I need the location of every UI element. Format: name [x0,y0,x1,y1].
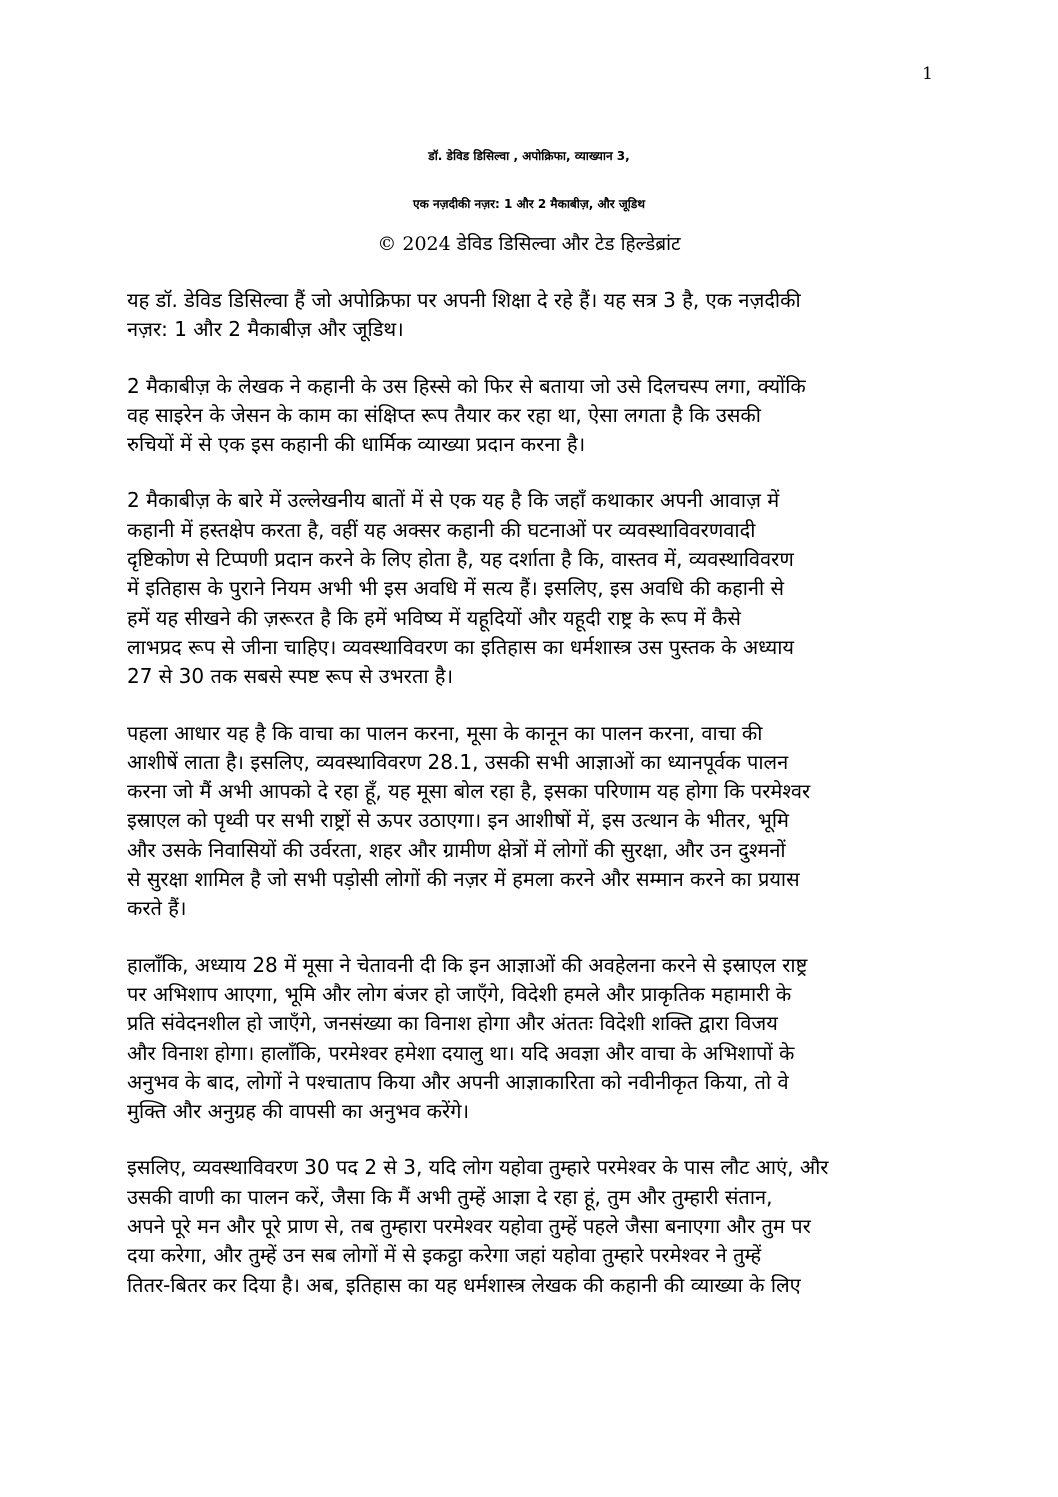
text-line: इस्राएल को पृथ्वी पर सभी राष्ट्रों से ऊपर उठाएगा। इन आशीषों में, इस उत्थान के भीतर, भूमि [127,808,789,833]
document-body [127,286,935,1327]
text-line: 2 मैकाबीज़ के बारे में उल्लेखनीय बातों में से एक यह है कि जहाँ कथाकार अपनी आवाज़ में [127,488,780,513]
text-line: नज़र: 1 और 2 मैकाबीज़ और जूडिथ। [127,317,404,342]
paragraph-5 [127,951,935,1127]
text-line: करते हैं। [127,896,187,921]
text-line: मुक्ति और अनुग्रह की वापसी का अनुभव करेंगे। [127,1099,470,1124]
text-line: हालाँकि, अध्याय 28 में मूसा ने चेतावनी दी कि इन आज्ञाओं की अवहेलना करने से इस्राएल राष्ट्र [127,952,808,977]
text-line: हमें यह सीखने की ज़रूरत है कि हमें भविष्य में यहूदियों और यहूदी राष्ट्र के रूप में कैसे [127,605,741,630]
paragraph-6 [127,1153,935,1299]
copyright-line: © 2024 डेविड डिसिल्वा और टेड हिल्डेब्रांट [377,233,681,255]
title-line-2: एक नज़दीकी नज़र: 1 और 2 मैकाबीज़, और जूडिथ [412,197,645,211]
text-line: से सुरक्षा शामिल है जो सभी पड़ोसी लोगों की नज़र में हमला करने और सम्मान करने का प्रयास [127,867,800,892]
text-line: में इतिहास के पुराने नियम अभी भी इस अवधि में सत्य हैं। इसलिए, इस अवधि की कहानी से [127,576,785,601]
text-line: आशीषें लाता है। इसलिए, व्यवस्थाविवरण 28.1, उसकी सभी आज्ञाओं का ध्यानपूर्वक पालन [127,749,789,774]
text-line: उसकी वाणी का पालन करें, जैसा कि मैं अभी तुम्हें आज्ञा दे रहा हूं, तुम और तुम्हारी संतान, [127,1184,773,1209]
title-line-1: डॉ. डेविड डिसिल्वा , अपोक्रिफा, व्याख्यान 3, [428,149,630,163]
text-line: लाभप्रद रूप से जीना चाहिए। व्यवस्थाविवरण का इतिहास का धर्मशास्त्र उस पुस्तक के अध्याय [127,634,795,659]
text-line: 27 से 30 तक सबसे स्पष्ट रूप से उभरता है। [127,664,454,689]
text-line: पहला आधार यह है कि वाचा का पालन करना, मूसा के कानून का पालन करना, वाचा की [127,720,763,745]
text-line: यह डॉ. डेविड डिसिल्वा हैं जो अपोक्रिफा पर अपनी शिक्षा दे रहे हैं। यह सत्र 3 है, एक नज़दीकी [127,288,801,312]
text-line: पर अभिशाप आएगा, भूमि और लोग बंजर हो जाएँगे, विदेशी हमले और प्राकृतिक महामारी के [127,981,792,1006]
text-line: करना जो मैं अभी आपको दे रहा हूँ, यह मूसा बोल रहा है, इसका परिणाम यह होगा कि परमेश्वर [127,779,811,804]
text-line: प्रति संवेदनशील हो जाएँगे, जनसंख्या का विनाश होगा और अंततः विदेशी शक्ति द्वारा विजय [127,1011,778,1036]
text-line: 2 मैकाबीज़ के लेखक ने कहानी के उस हिस्से को फिर से बताया जो उसे दिलचस्प लगा, क्योंकि [127,373,806,398]
text-line: कहानी में हस्तक्षेप करता है, वहीं यह अक्सर कहानी की घटनाओं पर व्यवस्थाविवरणवादी [127,517,756,542]
paragraph-2 [127,372,935,460]
text-line: इसलिए, व्यवस्थाविवरण 30 पद 2 से 3, यदि लोग यहोवा तुम्हारे परमेश्वर के पास लौट आएं, और [127,1155,829,1180]
text-line: अनुभव के बाद, लोगों ने पश्चाताप किया और अपनी आज्ञाकारिता को नवीनीकृत किया, तो वे [127,1069,789,1094]
text-line: दया करेगा, और तुम्हें उन सब लोगों में से इकट्ठा करेगा जहां यहोवा तुम्हारे परमेश्वर ने तुम्हें [127,1243,762,1268]
text-line: दृष्टिकोण से टिप्पणी प्रदान करने के लिए होता है, यह दर्शाता है कि, वास्तव में, व्यवस्थाविवरण [127,547,794,572]
text-line: रुचियों में से एक इस कहानी की धार्मिक व्याख्या प्रदान करना है। [127,432,586,457]
paragraph-3 [127,486,935,691]
text-line: और उसके निवासियों की उर्वरता, शहर और ग्रामीण क्षेत्रों में लोगों की सुरक्षा, और उन दुश्मनों [127,837,786,862]
text-line: अपने पूरे मन और पूरे प्राण से, तब तुम्हारा परमेश्वर यहोवा तुम्हें पहले जैसा बनाएगा और तुम पर [127,1214,811,1239]
document-header [60,132,998,258]
text-line: वह साइरेन के जेसन के काम का संक्षिप्त रूप तैयार कर रहा था, ऐसा लगता है कि उसकी [127,402,761,427]
page-number: 1 [922,64,933,84]
paragraph-4 [127,719,935,924]
text-line: तितर-बितर कर दिया है। अब, इतिहास का यह धर्मशास्त्र लेखक की कहानी की व्याख्या के लिए [127,1272,801,1297]
text-line: और विनाश होगा। हालाँकि, परमेश्वर हमेशा दयालु था। यदि अवज्ञा और वाचा के अभिशापों के [127,1040,795,1065]
paragraph-1 [127,286,935,345]
